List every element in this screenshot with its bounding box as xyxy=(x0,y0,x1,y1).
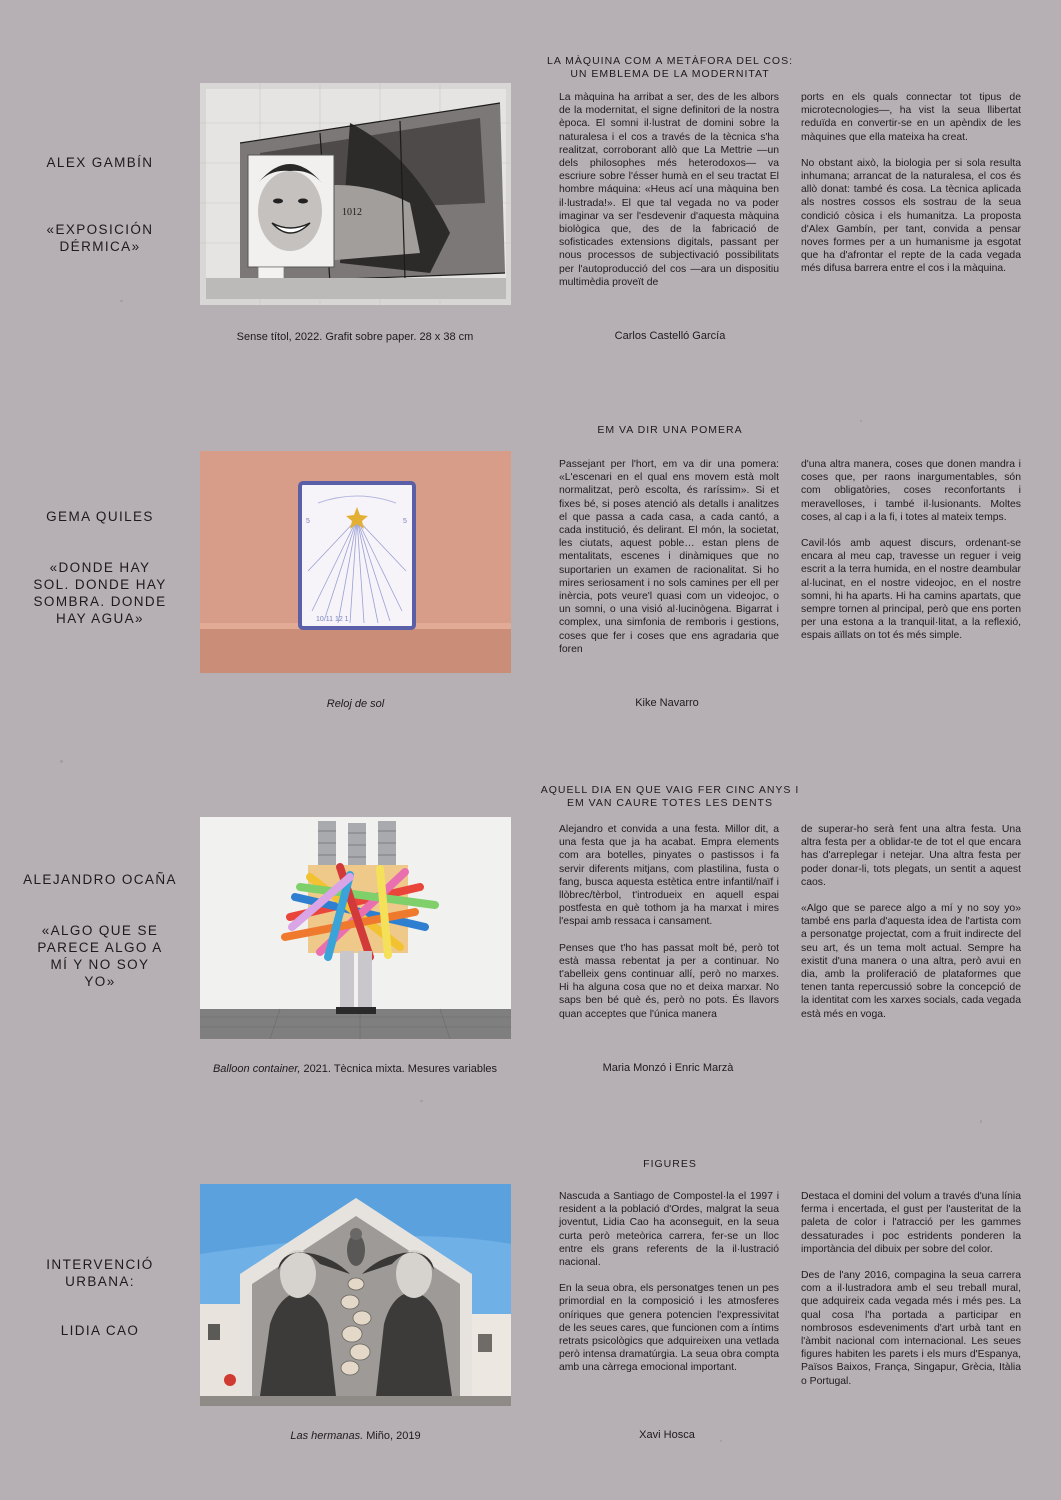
svg-text:5: 5 xyxy=(403,518,407,525)
artist-name: INTERVENCIÓ URBANA: xyxy=(46,1257,154,1289)
artist-block xyxy=(20,1256,180,1339)
caption-italic: Balloon container, xyxy=(212,1063,301,1075)
text-author: Maria Monzó i Enric Marzà xyxy=(602,1062,734,1074)
paragraph: d'una altra manera, coses que donen mandra i coses que, per raons inargumentables, són com obligatòries, coses reconfortants i meravelloses, i també il·lusionants. Moltes coses, al cap i a la fi, i totes al mateix temps. xyxy=(801,459,1021,523)
paragraph: ports en els quals connectar tot tipus de microtecnologies—, ha vist la seua llibertat reduïda en convertir-se en un apèndix de les màquines que ella mateixa ha creat. xyxy=(801,92,1021,143)
paragraph: de superar-ho serà fent una altra festa. Una altra festa per a oblidar-te de tot el que encara has d'arreplegar i netejar. Una altra festa per poder donar-li, tots plegats, un sentit a aquest caos. xyxy=(801,824,1021,888)
svg-text:1012: 1012 xyxy=(342,207,362,218)
paragraph: La màquina ha arribat a ser, des de les albors de la modernitat, el signe definitori de la nostra època. El somni il·lustrat de domini sobre la naturalesa i el cos a través de la tècnica s'ha realitzat, corroborant allò que La Mettrie —un dels philosophes més heterodoxos— va escriure sobre l'ésser humà en el seu tractat El hombre máquina: «Heus ací una màquina ben il·lustrada!». El que tal vegada no va poder imaginar va ser l'esdevenir d'aquesta màquina biològica que, des de la fabricació de sofisticades extensions digitals, passant per nous processos de subjectivació possibilitats per l'autoproducció del cos —ara un dispositiu multimèdia proveït de xyxy=(559,92,779,288)
artist-name: ALEX GAMBÍN xyxy=(46,155,154,170)
paragraph: Destaca el domini del volum a través d'una línia ferma i encertada, el gust per l'austeritat de la paleta de color i l'atracció per les gammes dessaturades i poc estridents ponderen la importància del dibuix per sobre del color. xyxy=(801,1191,1021,1255)
svg-text:5: 5 xyxy=(306,518,310,525)
paragraph: Penses que t'ho has passat molt bé, però tot està massa rebentat ja per a continuar. No t'abelleix gens continuar allí, però no marxes. Hi ha alguna cosa que no et deixa marxar. No saps ben bé què és, però no pots. És llavors quan acceptes que l'única manera xyxy=(559,942,779,1020)
paragraph: Nascuda a Santiago de Compostel·la el 1997 i resident a la població d'Ordes, malgrat la seua joventut, Lidia Cao ha aconseguit, en la seua curta però meteòrica carrera, fer-se un lloc entre els grans referents de la il·lustració nacional. xyxy=(559,1191,779,1269)
paragraph: «Algo que se parece algo a mí y no soy yo» també ens parla d'aquesta idea de l'artista com a personatge projectat, com a fruit indirecte del seu art, és un tema molt actual. Sempre ha existit d'una manera o una altra, però avui en dia, amb la proliferació de plataformes que tenen tanta repercussió sobre la concepció de la identitat com les xarxes socials, cada vegada està més en voga. xyxy=(801,903,1021,1020)
artist-name: ALEJANDRO OCAÑA xyxy=(23,872,177,887)
text-column-left xyxy=(559,1190,779,1388)
work-title: «ALGO QUE SE PARECE ALGO A MÍ Y NO SOY YO» xyxy=(37,923,163,989)
paragraph: Cavil·lós amb aquest discurs, ordenant-se encara al meu cap, travesse un reguer i veig escrit a la terra humida, en el nostre deambular al·lucinat, en el nostre videojoc, en el nostre somni, hi ha aparts. Hi ha camins apartats, que sempre tornen al principal, però que ens porten per una estona a la tranquil·litat, a la reflexió, espais aïllats on tot és més simple. xyxy=(801,538,1021,642)
caption-italic: Las hermanas. xyxy=(290,1430,364,1442)
artwork-image xyxy=(200,1184,511,1406)
work-title: LIDIA CAO xyxy=(60,1323,140,1338)
paragraph: Passejant per l'hort, em va dir una pomera: «L'escenari en el qual ens movem està molt normalitzat, però escolta, és raríssim». Si et fixes bé, si poses atenció als detalls i analitzes el que passa a cada casa, a cada cantó, a cada institució, és delirant. El món, la societat, les ciutats, aquest poble… estan plens de mentalitats, escenes i dinàmiques que no suportarien un examen de racionalitat. Si ho mires seriosament i no sols camines per ell per inèrcia, pots veure'l quasi com un videojoc, o un somni, o una visió al·lucinògena. Bigarrat i complex, una simfonia de remboris i gestions, coses que fer i coses que ens agradaria que foren xyxy=(559,459,779,655)
section-heading: AQUELL DIA EN QUE VAIG FER CINC ANYS I EM VAN CAURE TOTES LES DENTS xyxy=(540,784,800,809)
text-author: Carlos Castelló García xyxy=(614,330,726,342)
paragraph: Des de l'any 2016, compagina la seua carrera com a il·lustradora amb el seu treball mural, que adquireix cada vegada més i més pes. La qual cosa l'ha portada a participar en nombrosos esdeveniments d'art urbà tant en l'àmbit nacional com internacional. Les seues figures habiten les parets i els murs d'Espanya, Països Baixos, França, Singapur, Grècia, Itàlia o Portugal. xyxy=(801,1270,1021,1387)
work-title: «EXPOSICIÓN DÉRMICA» xyxy=(46,222,154,254)
caption-italic: Reloj de sol xyxy=(326,698,385,710)
text-author: Kike Navarro xyxy=(635,697,699,709)
text-column-right xyxy=(801,1190,1021,1401)
caption-text: Miño, 2019 xyxy=(363,1430,421,1442)
paragraph: Alejandro et convida a una festa. Millor dit, a una festa que ja ha acabat. Empra elements com ara botelles, pinyates o pastissos i fa servir diferents mitjans, com plastilina, fusta o fang, busca aquesta estètica entre infantil/naïf i llòbrec/tèrbol, t'introdueix en aquell espai postfesta en què tothom ja ha marxat i mires l'espai amb ressaca i cansament. xyxy=(559,824,779,928)
paragraph: No obstant això, la biologia per si sola resulta inhumana; arrancat de la naturalesa, el cos és allò donat: també és cosa. La tècnica aplicada als nostres cossos els sostrau de la seua condició còsica i els humanitza. La proposta d'Alex Gambín, per tant, convida a pensar noves formes per a un humanisme ja esgotat que ha d'afrontar el repte de la cada vegada més difusa barrera entre el cos i la màquina. xyxy=(801,157,1021,275)
work-title: «DONDE HAY SOL. DONDE HAY SOMBRA. DONDE HAY AGUA» xyxy=(33,560,167,626)
caption-text: Sense títol, 2022. Grafit sobre paper. 28 x 38 cm xyxy=(236,331,474,343)
image-caption xyxy=(200,1429,511,1443)
paragraph: En la seua obra, els personatges tenen un pes primordial en la composició i les atmosferes oníriques que genera potencien l'expressivitat de les seues cares, que funcionen com a íntims retrats psicològics que adquireixen una vetlada però intensa dramatúrgia. La seua obra compta amb una càrrega emocional important. xyxy=(559,1283,779,1374)
section-heading: LA MÀQUINA COM A METÀFORA DEL COS: UN EMBLEMA DE LA MODERNITAT xyxy=(547,55,793,80)
text-author: Xavi Hosca xyxy=(639,1429,695,1441)
section-heading: FIGURES xyxy=(643,1158,697,1170)
artist-name: GEMA QUILES xyxy=(46,509,154,524)
mural-photo xyxy=(200,1184,511,1406)
section-heading: EM VA DIR UNA POMERA xyxy=(597,424,743,436)
caption-text: 2021. Tècnica mixta. Mesures variables xyxy=(300,1063,498,1075)
svg-text:10 11 12 1: 10 11 12 1 xyxy=(316,616,349,623)
